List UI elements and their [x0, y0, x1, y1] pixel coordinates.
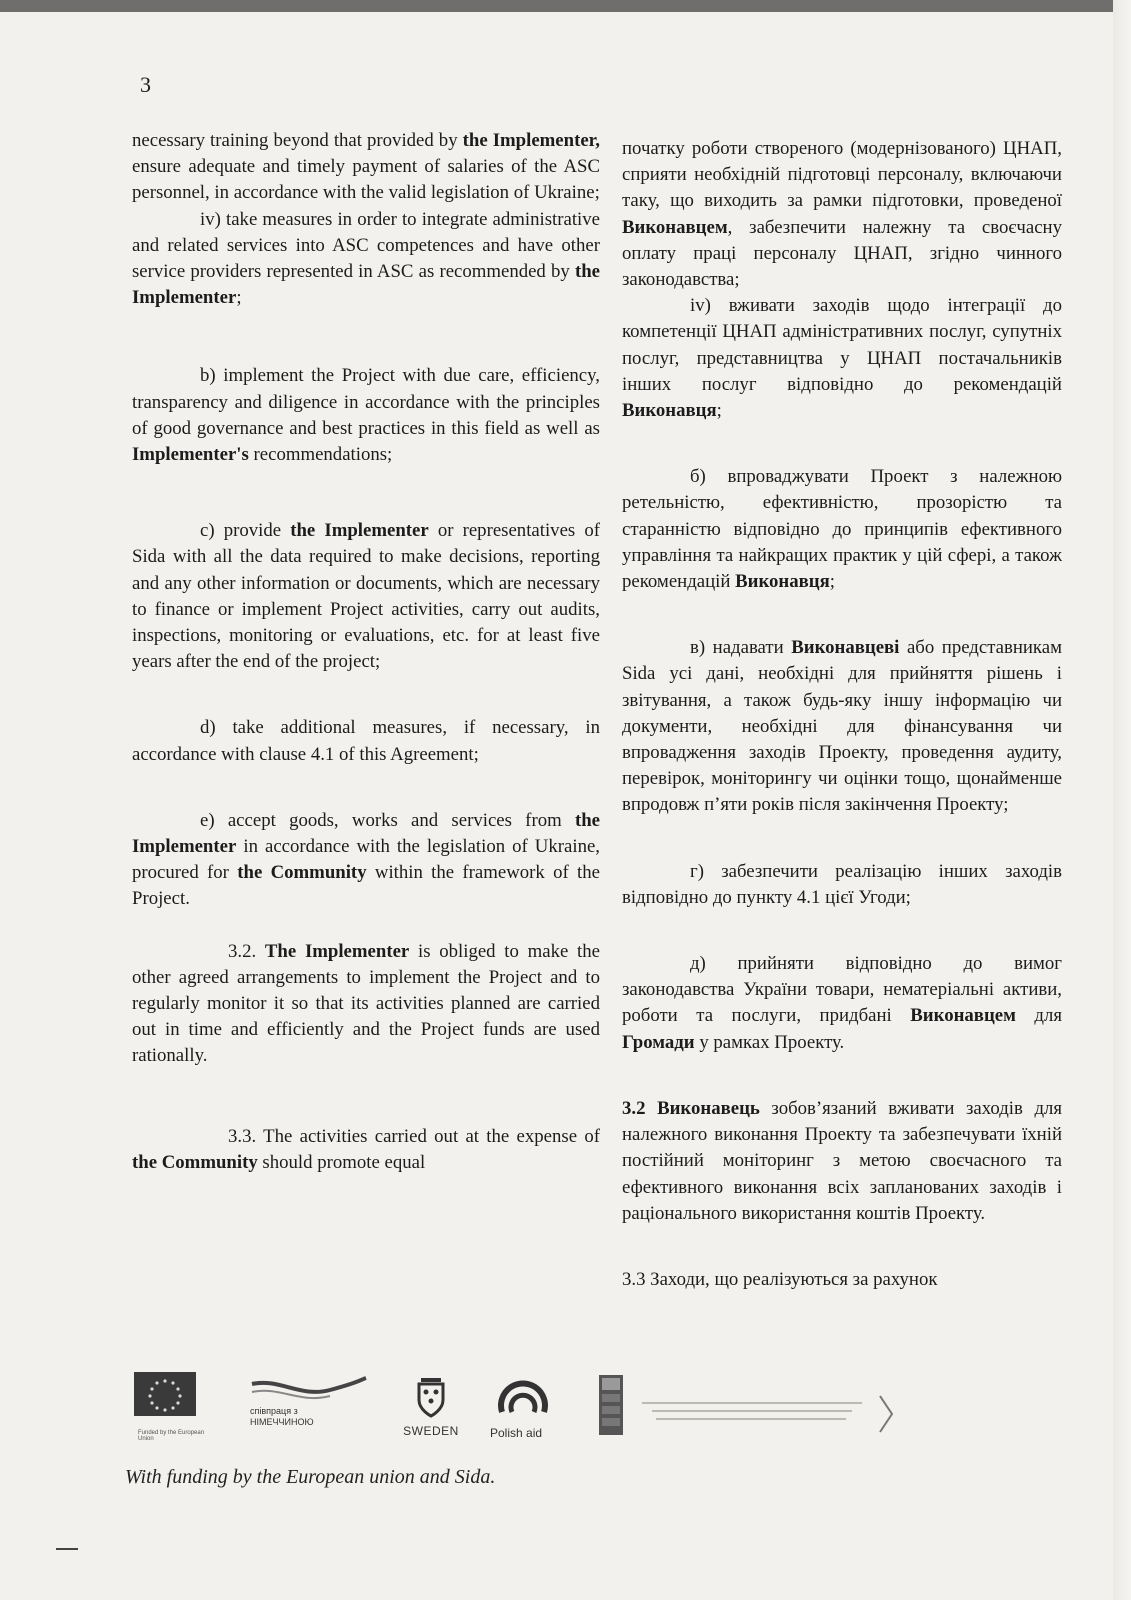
ua-paragraph-3-3: 3.3 Заходи, що реалізуються за рахунок [622, 1268, 938, 1290]
ua-paragraph-v: в) надавати Виконавцеві або представникам Sida усі дані, необхідні для прийняття рішень і звітування, а також будь-яку іншу інформацію чи документи, необхідні для фінансування чи впровадження заходів Проекту, проведення аудиту, перевірок, моніторингу чи оцінки тощо, щонайменше впродовж п’яти років після закінчення Проекту; [622, 637, 1062, 816]
polish-aid-text: Polish aid [490, 1426, 543, 1440]
ua-paragraph-training: початку роботи створеного (модернізованого) ЦНАП, сприяти необхідній підготовці персоналу, включаючи таку, що виходить за рамки підготовки, проведеної Виконавцем, забезпечити належну та своєчасну оплату праці персоналу ЦНАП, згідно чинного законодавства; [622, 138, 1062, 291]
chevron-right-icon [876, 1394, 896, 1434]
scan-right-edge [1113, 0, 1131, 1600]
en-paragraph-d: d) take additional measures, if necessary, in accordance with clause 4.1 of this Agreement; [132, 717, 600, 765]
ua-paragraph-3-2: 3.2 Виконавець зобов’язаний вживати заходів для належного виконання Проекту та забезпечувати їхній постійний моніторинг з метою своєчасного та ефективного виконання всіх запланованих заходів і раціонального використання коштів Проекту. [622, 1097, 1063, 1224]
funding-footer: With funding by the European union and Sida. [125, 1466, 496, 1488]
eu-flag-logo [134, 1372, 205, 1442]
germany-logo-line1: співпраця з [250, 1406, 298, 1416]
page-number: 3 [140, 72, 151, 97]
eu-logo-caption: Funded by the European Union [138, 1430, 205, 1442]
sweden-logo-text: SWEDEN [403, 1424, 459, 1438]
ua-paragraph-b: б) впроваджувати Проект з належною ретельністю, ефективністю, прозорістю та старанністю відповідно до принципів ефективного управління та найкращих практик у цій сфері, а також рекомендацій Виконавця; [622, 466, 1062, 593]
english-column [132, 128, 600, 1176]
ua-paragraph-d: д) прийняти відповідно до вимог законодавства України товари, нематеріальні активи, роботи та послуги, придбані Виконавцем для Громади у рамках Проекту. [622, 953, 1062, 1053]
sweden-logo [396, 1374, 466, 1440]
en-paragraph-c: c) provide the Implementer or representatives of Sida with all the data required to make decisions, reporting and any other information or documents, which are necessary to finance or implement Project activities, carry out audits, inspections, monitoring or evaluations, etc. for at least five years after the end of the project; [132, 520, 600, 673]
scan-mark [56, 1548, 78, 1550]
partner-logo-faded [642, 1400, 872, 1430]
scan-top-edge [0, 0, 1131, 12]
germany-logo-line2: НІМЕЧЧИНОЮ [250, 1417, 314, 1427]
donor-logos [128, 1372, 908, 1452]
polish-aid-logo [488, 1372, 558, 1442]
en-paragraph-3-3: 3.3. The activities carried out at the expense of the Community should promote equal [132, 1125, 600, 1173]
ukrainian-column [622, 136, 1062, 1293]
en-paragraph-3-2: 3.2. The Implementer is obliged to make the other agreed arrangements to implement the Project and to regularly monitor it so that its activities planned are carried out in time and efficiently and the Project funds are used rationally. [132, 940, 600, 1067]
ua-paragraph-g: г) забезпечити реалізацію інших заходів відповідно до пункту 4.1 цієї Угоди; [622, 860, 1062, 908]
en-paragraph-e: e) accept goods, works and services from the Implementer in accordance with the legislation of Ukraine, procured for the Community within the framework of the Project. [132, 809, 600, 910]
en-paragraph-b: b) implement the Project with due care, efficiency, transparency and diligence in accordance with the principles of good governance and best practices in this field as well as Implementer's recommendations; [132, 365, 600, 466]
ua-paragraph-iv: iv) вживати заходів щодо інтеграції до компетенції ЦНАП адміністративних послуг, супутніх послуг, представництва у ЦНАП постачальників інших послуг відповідно до рекомендацій Виконавця; [622, 295, 1062, 422]
en-paragraph-training: necessary training beyond that provided by the Implementer, ensure adequate and timely payment of salaries of the ASC personnel, in accordance with the valid legislation of Ukraine; [132, 130, 600, 204]
en-paragraph-iv: iv) take measures in order to integrate administrative and related services into ASC competences and have other service providers represented in ASC as recommended by the Implementer; [132, 208, 600, 309]
undp-logo [598, 1374, 624, 1436]
germany-cooperation-logo [250, 1376, 368, 1438]
